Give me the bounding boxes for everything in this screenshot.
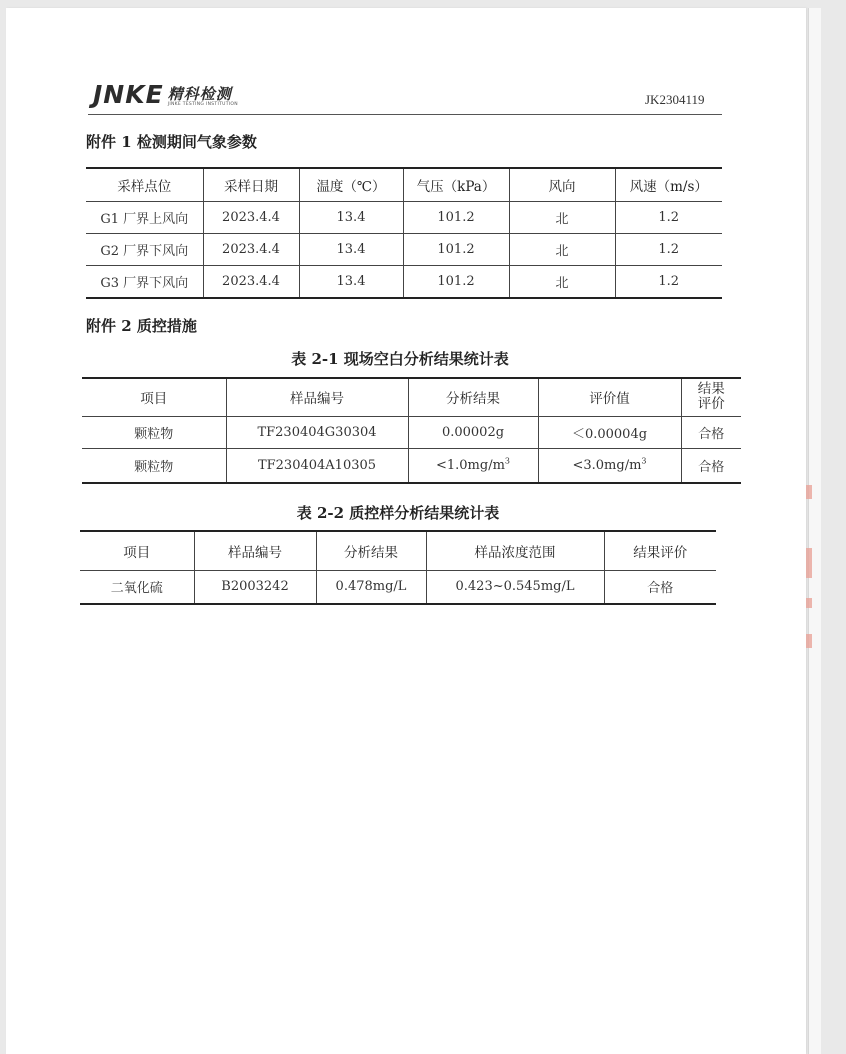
table-cell: 13.4 <box>299 265 403 298</box>
column-header: 分析结果 <box>408 378 538 416</box>
seal-stamp-fragment <box>806 485 812 499</box>
table-cell: 合格 <box>681 416 741 448</box>
field-blank-table <box>82 377 741 484</box>
seal-stamp-fragment <box>806 548 812 578</box>
table-cell: 颗粒物 <box>82 448 226 483</box>
logo-wordmark: JNKE <box>93 80 164 109</box>
table-cell: 13.4 <box>299 233 403 265</box>
table-cell: 1.2 <box>615 233 722 265</box>
result-value: <1.0mg/m <box>435 457 505 473</box>
table-cell: 2023.4.4 <box>203 265 299 298</box>
table-cell: 101.2 <box>403 201 509 233</box>
weather-table <box>86 167 722 299</box>
company-logo <box>93 78 238 108</box>
table-cell: 二氧化硫 <box>80 570 194 604</box>
table-cell: ＜0.00004g <box>538 416 681 448</box>
table-cell: B2003242 <box>194 570 316 604</box>
appendix2-title: 附件 2 质控措施 <box>86 317 197 335</box>
column-header: 风速（m/s） <box>615 168 722 201</box>
table-row <box>82 448 741 483</box>
header-line: 评价 <box>697 396 725 413</box>
seal-stamp-fragment <box>806 634 812 648</box>
table-cell: 13.4 <box>299 201 403 233</box>
table-cell: 1.2 <box>615 265 722 298</box>
table-cell: TF230404A10305 <box>226 448 408 483</box>
table-row <box>86 201 722 233</box>
column-header: 样品编号 <box>226 378 408 416</box>
table-cell: 0.423~0.545mg/L <box>426 570 604 604</box>
table-cell: 0.478mg/L <box>316 570 426 604</box>
logo-chinese-name: 精科检测 <box>167 85 232 103</box>
table-row <box>86 265 722 298</box>
table-cell: 北 <box>509 233 615 265</box>
unit-exponent: 3 <box>504 456 511 466</box>
column-header: 气压（kPa） <box>403 168 509 201</box>
column-header: 样品浓度范围 <box>426 531 604 570</box>
table-cell: 1.2 <box>615 201 722 233</box>
column-header: 样品编号 <box>194 531 316 570</box>
logo-subtitle: JINKE TESTING INSTITUTION <box>167 102 238 107</box>
unit-exponent: 3 <box>641 456 647 466</box>
column-header: 结果评价 <box>604 531 716 570</box>
table-cell: 0.00002g <box>408 416 538 448</box>
table-cell <box>408 448 538 483</box>
table-cell <box>538 448 681 483</box>
column-header: 采样日期 <box>203 168 299 201</box>
table-cell: 101.2 <box>403 233 509 265</box>
column-header: 评价值 <box>538 378 681 416</box>
table-cell: 北 <box>509 265 615 298</box>
table-row <box>80 570 716 604</box>
appendix1-title: 附件 1 检测期间气象参数 <box>86 133 257 151</box>
table-cell: 2023.4.4 <box>203 233 299 265</box>
table-cell: 合格 <box>681 448 741 483</box>
table21-caption: 表 2-1 现场空白分析结果统计表 <box>291 350 509 368</box>
column-header <box>681 378 741 416</box>
column-header: 分析结果 <box>316 531 426 570</box>
table22-caption: 表 2-2 质控样分析结果统计表 <box>296 504 500 522</box>
header-divider <box>88 114 722 115</box>
table-cell: 101.2 <box>403 265 509 298</box>
table-cell: G2 厂界下风向 <box>86 233 203 265</box>
column-header: 采样点位 <box>86 168 203 201</box>
column-header: 温度（℃） <box>299 168 403 201</box>
table-cell: G3 厂界下风向 <box>86 265 203 298</box>
page-edge <box>808 8 821 1054</box>
table-cell: 合格 <box>604 570 716 604</box>
header-line: 结果 <box>697 381 725 398</box>
table-cell: TF230404G30304 <box>226 416 408 448</box>
table-cell: G1 厂界上风向 <box>86 201 203 233</box>
table-row <box>86 233 722 265</box>
report-number: JK2304119 <box>645 92 705 107</box>
table-cell: 颗粒物 <box>82 416 226 448</box>
column-header: 风向 <box>509 168 615 201</box>
column-header: 项目 <box>82 378 226 416</box>
table-row <box>82 416 741 448</box>
qc-sample-table <box>80 530 716 605</box>
table-cell: 2023.4.4 <box>203 201 299 233</box>
column-header: 项目 <box>80 531 194 570</box>
limit-value: <3.0mg/m <box>572 457 642 473</box>
seal-stamp-fragment <box>806 598 812 608</box>
table-cell: 北 <box>509 201 615 233</box>
